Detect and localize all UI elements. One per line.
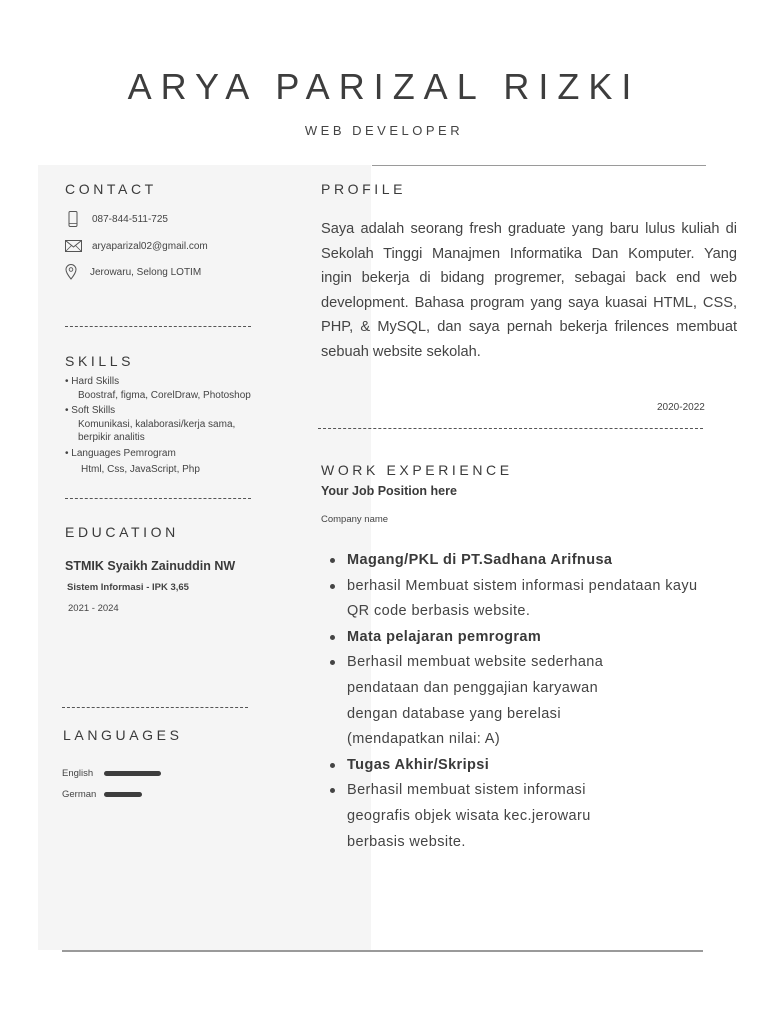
skill-group-line: Komunikasi, kalaborasi/kerja sama, [78, 418, 236, 430]
contact-location-text: Jerowaru, Selong LOTIM [90, 266, 202, 278]
work-item: Mata pelajaran pemrogram [330, 625, 700, 651]
work-item: Tugas Akhir/Skripsi [330, 753, 700, 779]
education-title: EDUCATION [65, 524, 179, 540]
language-level-bar [104, 792, 142, 797]
resume-role: WEB DEVELOPER [304, 123, 464, 138]
language-name: German [62, 789, 97, 800]
profile-title: PROFILE [321, 181, 407, 197]
language-level-bar [104, 771, 161, 776]
contact-location [62, 265, 201, 279]
work-items [330, 548, 700, 855]
education-school: STMIK Syaikh Zainuddin NW [65, 559, 236, 573]
skill-group-label: • Soft Skills [65, 405, 116, 416]
profile-text: Saya adalah seorang fresh graduate yang baru lulus kuliah di Sekolah Tinggi Manajmen Informatika Dan Komputer. Yang ingin bekerja di bidang progremer, sebagai back end web development. Bahasa program yang saya kuasai HTML, CSS, PHP, & MySQL, dan saya pernah bekerja frilences membuat sebuah website sekolah. [321, 221, 737, 360]
work-item: Magang/PKL di PT.Sadhana Arifnusa [330, 548, 700, 574]
skill-group-label: • Languages Pemrogram [65, 447, 176, 459]
languages-title: LANGUAGES [63, 727, 183, 743]
language-row-english [62, 768, 161, 779]
phone-icon [64, 212, 82, 226]
resume-name: ARYA PARIZAL RIZKI [127, 66, 641, 107]
contact-email [64, 239, 208, 253]
work-item: Berhasil membuat sistem informasi geografis objek wisata kec.jerowaru berbasis website. [330, 778, 700, 855]
skills-divider [65, 498, 251, 499]
profile-years: 2020-2022 [657, 402, 705, 413]
work-company: Company name [321, 514, 389, 525]
work-item: berhasil Membuat sistem informasi pendataan kayu QR code berbasis website. [330, 574, 700, 625]
work-item: Berhasil membuat website sederhana pendataan dan penggajian karyawan dengan database yang berelasi (mendapatkan nilai: A) [330, 650, 700, 752]
skill-group-line: Html, Css, JavaScript, Php [81, 464, 200, 475]
mail-icon [64, 239, 82, 253]
contact-email-text: aryaparizal02@gmail.com [92, 240, 208, 252]
education-divider [62, 707, 248, 708]
work-position: Your Job Position here [321, 484, 457, 498]
skills-list [65, 375, 365, 477]
contact-phone [64, 212, 168, 226]
profile-divider [318, 428, 703, 429]
education-major: Sistem Informasi - IPK 3,65 [67, 582, 189, 593]
skills-title: SKILLS [65, 353, 135, 369]
skill-group-line: Boostraf, figma, CorelDraw, Photoshop [78, 389, 251, 401]
education-years: 2021 - 2024 [68, 603, 119, 614]
skill-group-line: berpikir analitis [78, 432, 145, 443]
language-name: English [62, 768, 94, 779]
top-divider [372, 165, 706, 166]
skill-group-label: • Hard Skills [65, 376, 120, 387]
contact-title: CONTACT [65, 181, 157, 197]
work-title: WORK EXPERIENCE [321, 462, 513, 478]
location-pin-icon [62, 265, 80, 279]
contact-divider [65, 326, 251, 327]
language-row-german [62, 789, 142, 800]
contact-phone-text: 087-844-511-725 [92, 213, 168, 225]
bottom-divider [62, 950, 703, 952]
